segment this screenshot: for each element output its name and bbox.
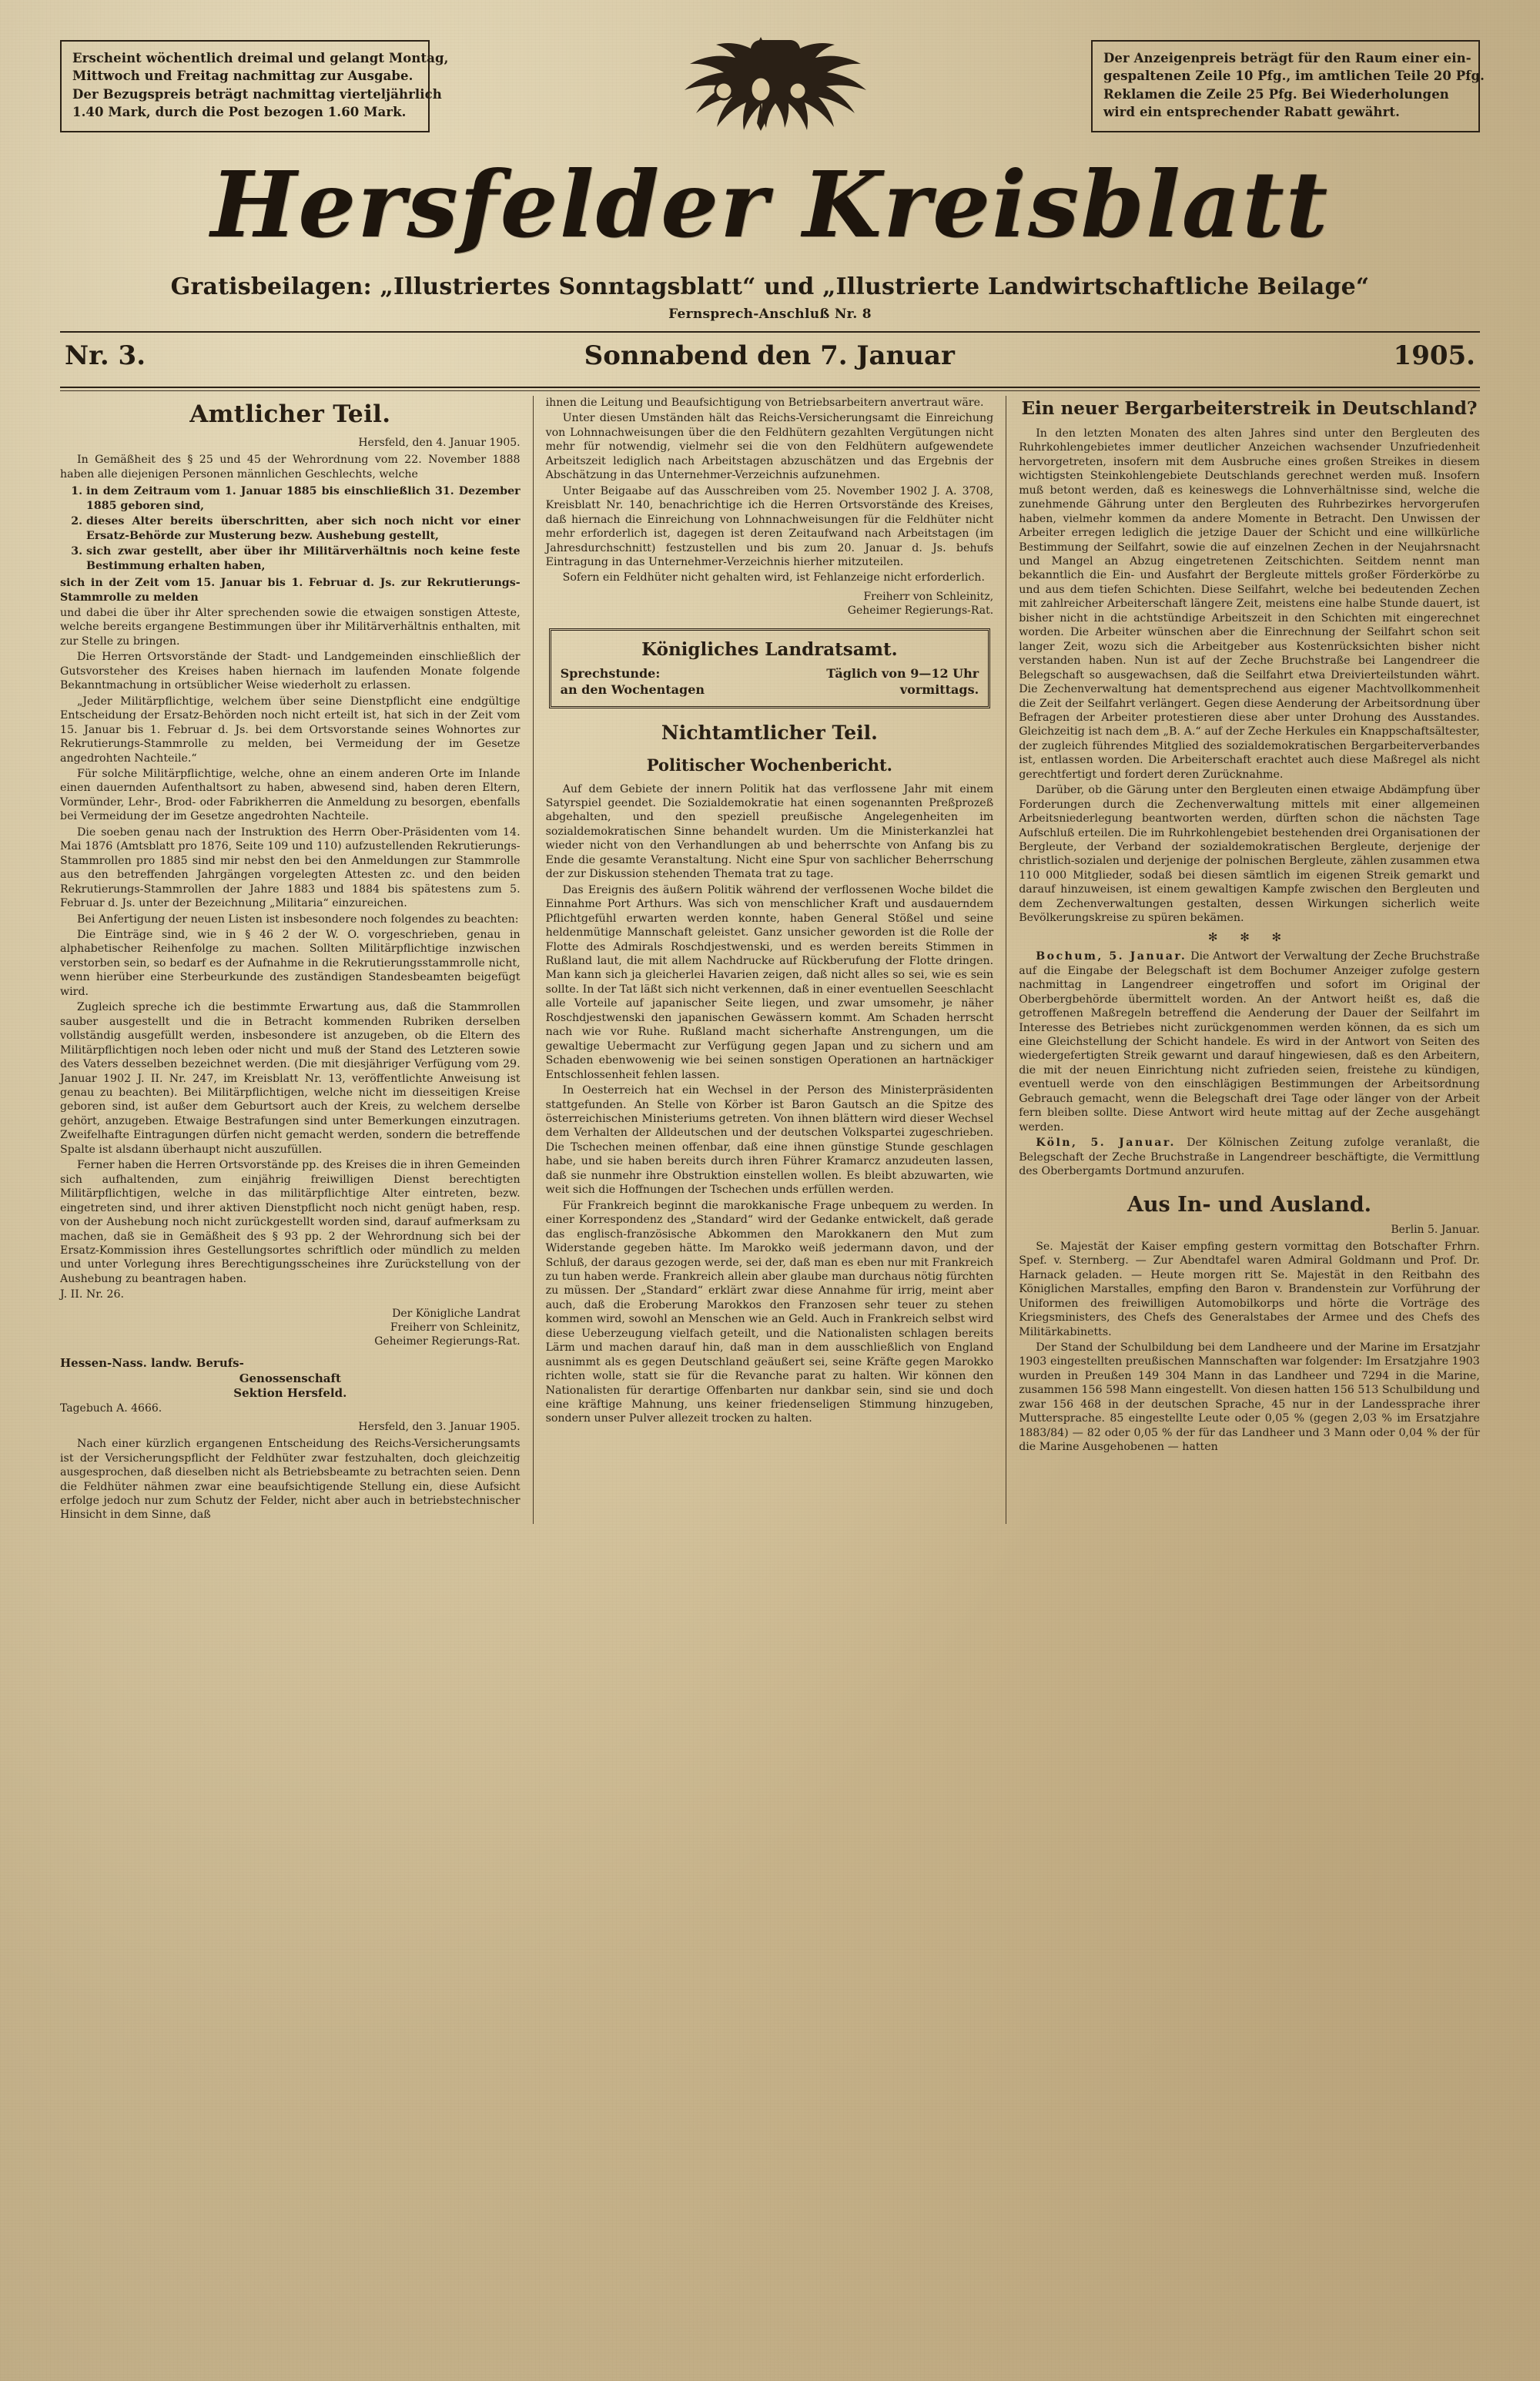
- ad-rate-line-3: Reklamen die Zeile 25 Pfg. Bei Wiederholungen: [1103, 86, 1449, 102]
- page-title: Hersfelder Kreisblatt: [210, 151, 1330, 258]
- org-name-line-1: Hessen-Nass. landw. Berufs-: [60, 1356, 244, 1371]
- ad-rate-line-4: wird ein entsprechender Rabatt gewährt.: [1103, 105, 1400, 120]
- column-2: [534, 396, 1007, 1524]
- dispatch-place-date: Bochum, 5. Januar.: [1036, 950, 1187, 963]
- list-item: 1. in dem Zeitraum vom 1. Januar 1885 bis einschließlich 31. Dezember 1885 geboren sind,: [86, 484, 521, 513]
- news-paragraph: Se. Majestät der Kaiser empfing gestern vormittag den Botschafter Frhrn. Spef. v. Sternberg. — Zur Abendtafel waren Admiral Goldmann und Prof. Dr. Harnack geladen. — Heute morgen ritt Se. Majestät in den Reitbahn des Königlichen Marstalles, empfing den Baron v. Brandenstein zur Vorführung der Uniformen des freiwilligen Automobilkorps und hörte die Vorträge des Kriegsministers, des Chefs des Generalstabes der Armee und des Chefs des Militärkabinetts.: [1019, 1240, 1480, 1338]
- signature-line-1: Der Königliche Landrat: [392, 1307, 521, 1320]
- signature-line-2: Freiherr von Schleinitz,: [390, 1321, 521, 1334]
- official-paragraph: Bei Anfertigung der neuen Listen ist insbesondere noch folgendes zu beachten:: [77, 913, 519, 926]
- office-hours-suffix: vormittags.: [899, 681, 979, 697]
- org-paragraph: Nach einer kürzlich ergangenen Entscheidung des Reichs-Versicherungsamts ist der Versicherungspflicht der Feldhüter zwar festzuhalten, doch gleichzeitig ausgesprochen, daß dieselben nicht als Betriebsbeamte zu betrachten seien. Denn die Feldhüter nähmen zwar eine beaufsichtigende Stellung ein, diese Aufsicht erfolge jedoch nur zum Schutz der Felder, nicht aber auch in betriebstechnischer Hinsicht in dem Sinne, daß: [60, 1438, 521, 1522]
- supplements-line: Gratisbeilagen: „Illustriertes Sonntagsblatt“ und „Illustrierte Landwirtschaftliche Beilage“: [170, 273, 1370, 300]
- advertising-rates-box: [1091, 40, 1485, 132]
- political-paragraph: Für Frankreich beginnt die marokkanische Frage unbequem zu werden. In einer Korrespondenz des „Standard“ wird der Gedanke entwickelt, daß gerade das englisch-französische Abkommen den Marokkanern den Mut zum Widerstande gegeben hätte. Im Marokko weiß jedermann davon, und der Schluß, der daraus gezogen werde, sei der, daß man es eben nur mit Frankreich zu tun haben werde. Frankreich allein aber glaube man durchaus nötig fürchten zu müssen. Der „Standard“ erklärt zwar diese Annahme für irrig, meint aber auch, daß die Eroberung Marokkos den Franzosen sehr teuer zu stehen kommen wird, sowohl an Menschen wie an Geld. Auch in Frankreich selbst wird diese Ueberzeugung vielfach geteilt, und die Nationalisten schlagen bereits Lärm und machen darauf hin, daß man in dem ausschließlich von England ausnimmt als es gegen Deutschland geäußert sei, seine Kräfte gegen Marokko richten wolle, statt sie für die Revanche parat zu halten. Wir können den Nationalisten für derartige Offenbarten nur dankbar sein, sind sie und doch eine kräftige Mahnung, uns keiner friedenseligen Stimmung hinzugeben, sondern unser Pulver allezeit trocken zu halten.: [545, 1199, 994, 1425]
- dispatch-text: Der Kölnischen Zeitung zufolge veranlaßt, die Belegschaft der Zeche Bruchstraße in Langendreer beschäftigte, die Vermittlung des Oberbergamts Dortmund anzurufen.: [1019, 1137, 1480, 1178]
- official-intro: In Gemäßheit des § 25 und 45 der Wehrordnung vom 22. November 1888 haben alle diejenigen Personen männlichen Geschlechts, welche: [60, 454, 521, 481]
- subscription-notice-line-1: Erscheint wöchentlich dreimal und gelangt Montag,: [72, 51, 449, 65]
- landratsamt-notice-box: [549, 628, 991, 708]
- official-file-reference: J. II. Nr. 26.: [60, 1288, 125, 1301]
- political-paragraph: Das Ereignis des äußern Politik während der verflossenen Woche bildet die Einnahme Port Arthurs. Was sich von menschlicher Kraft und ausdauerndem Pflichtgefühl erwarten werden konnte, haben General Stößel und seine heldenmütige Mannschaft geleistet. Ganz unsicher geworden ist die Rolle der Flotte des Admirals Roschdjestwenski, und es werden bereits Stimmen in Rußland laut, die mit allem Nachdrucke auf Rückberufung der Flotte dringen. Man kann sich ja gleicherlei Havarien zeigen, daß nicht alles so sei, wie es sein sollte. In der Tat läßt sich nicht verkennen, daß in einer eventuellen Seeschlacht alle Vorteile auf japanischer Seite liegen, und zwar umsomehr, je näher Roschdjestwenski den japanischen Gewässern kommt. Am Schaden herrscht nach wie vor Ruhe. Rußland macht sicherhafte Anstrengungen, um die gewaltige Uebermacht zur Verfügung gegen Japan und zu sichern und am Schaden ebenwowenig wie bei seinen sonstigen Operationen an hartnäckiger Entschlossenheit fehlen lassen.: [545, 883, 994, 1081]
- subscription-notice-line-3: Der Bezugspreis beträgt nachmittag vierteljährlich: [72, 86, 442, 102]
- column-1: [60, 396, 534, 1524]
- issue-divider: [60, 387, 1480, 388]
- ad-rate-line-1: Der Anzeigenpreis beträgt für den Raum einer ein-: [1103, 51, 1471, 65]
- article-heading-miners-strike: Ein neuer Bergarbeiterstreik in Deutschland?: [1021, 398, 1478, 419]
- official-conditions-list: [60, 484, 521, 573]
- news-paragraph: Der Stand der Schulbildung bei dem Landheere und der Marine im Ersatzjahr 1903 eingestellten preußischen Mannschaften war folgender: Im Ersatzjahre 1903 wurden in Preußen 149 304 Mann in das Landheer und 7294 in die Marine, zusammen 156 598 Mann eingestellt. Von diesen hatten 156 513 Schulbildung und zwar 156 468 in der deutschen Sprache, 45 nur in der Landessprache ihrer Muttersprache. 85 eingestellte Leute oder 0,05 % (gegen 2,03 % im Ersatzjahre 1883/84) — 82 oder 0,05 % der für das Landheer und 3 Mann oder 0,04 % der für die Marine Ausgehobenen — hatten: [1019, 1341, 1480, 1454]
- office-hours-row-2: [561, 682, 979, 698]
- prussian-eagle-icon: [634, 35, 888, 139]
- official-dateline: Hersfeld, den 4. Januar 1905.: [358, 437, 521, 450]
- subscription-notice-box: [60, 40, 449, 132]
- strike-paragraph: In den letzten Monaten des alten Jahres sind unter den Bergleuten des Ruhrkohlengebietes immer deutlicher Anzeichen wachsender Unzufriedenheit hervorgetreten, insofern mit dem Ausbruche eines großen Streikes in diesem wichtigsten Steinkohlengebiete Deutschlands gerechnet werden muß. Insofern muß betont werden, daß es keineswegs die Lohnverhältnisse sind, welche die zunehmende Gährung unter den Bergleuten des Ruhrbezirkes hervorgerufen haben, vielmehr kommen da andere Momente in Betracht. Den Unwissen der Arbeiter erregen lediglich die jetzige Dauer der Schicht und eine willkürliche Bestimmung der Seilfahrt, sowie die auf einzelnen Zechen in der Neujahrsnacht und Mangel an Abzug eingetretenen Zeitschichten. Seitdem nennt man bekanntlich die Ein- und Ausfahrt der Bergleute mittels großer Förderkörbe zu und aus dem tiefen Schichten. Diese Seilfahrt, welche bei bedeutenden Zechen mit zahlreicher Arbeiterschaft längere Zeit, meistens eine halbe Stunde dauert, ist bisher nicht in die achtstündige Arbeitszeit in den Schichten mit eingerechnet worden. Die Arbeiter wünschen aber die Einrechnung der Seilfahrt schon seit langer Zeit, wozu sich die Arbeitgeber aus Kostenrücksichten bisher nicht verstanden haben. Nun ist auf der Zeche Bruchstraße bei Langendreer die Belegschaft so ausgewachsen, daß die Seilfahrt etwa Dreivierteilstunden währt. Die Zechenverwaltung hat dementsprechend aus eigener Machtvollkommenheit die Zeit der Seilfahrt verlängert. Gegen diese Aenderung der Arbeitsordnung über Befragen der Arbeiter protestieren diese aber unter Drohung des Ausstandes. Gleichzeitig ist nach dem „B. A.“ auf der Zeche Herkules ein Knappschaftsältester, der zugleich führendes Mitglied des sozialdemokratischen Bergarbeiterverbandes ist, entlassen worden. Die Arbeiterschaft erachtet auch diese Maßregel als nicht gerechtfertigt und fordert deren Zurücknahme.: [1019, 427, 1480, 781]
- office-days-label: an den Wochentagen: [560, 681, 705, 697]
- subscription-notice-line-4: 1.40 Mark, durch die Post bezogen 1.60 Mark.: [72, 105, 407, 120]
- article-columns: [60, 396, 1480, 1524]
- issue-divider-thin: [60, 390, 1480, 391]
- continued-paragraph: Sofern ein Feldhüter nicht gehalten wird, ist Fehlanzeige nicht erforderlich.: [562, 571, 985, 584]
- official-paragraph: Zugleich spreche ich die bestimmte Erwartung aus, daß die Stammrollen sauber ausgestellt und die in Betracht kommenden Rubriken derselben vollständig ausgefüllt werden, insbesondere ist anzugeben, ob die Eltern des Militärpflichtigen noch leben oder nicht und muß der Stand des Letzteren sowie des Vaters desselben bezeichnet werden. (Die mit diesjähriger Verfügung vom 29. Januar 1902 J. II. Nr. 247, im Kreisblatt Nr. 13, veröffentlichte Anweisung ist genau zu beachten). Bei Militärpflichtigen, welche nicht im diesseitigen Kreise geboren sind, ist außer dem Geburtsort auch der Kreis, zu welchem derselbe gehört, anzugeben. Etwaige Bestrafungen sind unter Bemerkungen einzutragen. Zweifelhafte Eintragungen dürfen nicht gemacht werden, sondern die betreffende Spalte ist alsdann überhaupt nicht auszufüllen.: [60, 1001, 521, 1156]
- continued-paragraph: ihnen die Leitung und Beaufsichtigung von Betriebsarbeitern anvertraut wäre.: [545, 397, 984, 409]
- dispatch-koeln: [1019, 1136, 1480, 1178]
- strike-paragraph: Darüber, ob die Gärung unter den Bergleuten einen etwaige Abdämpfung über Forderungen durch die Zechenverwaltung mittels mit einer allgemeinen Arbeitsniederlegung beantworten werden, dürften schon die nächsten Tage Aufschluß erteilen. Die im Ruhrkohlengebiet bestehenden drei Organisationen der Bergleute, der Verband der sozialdemokratischen Bergleute, derjenige der christlich-sozialen und derjenige der polnischen Bergleute, zählen zusammen etwa 110 000 Mitglieder, sodaß bei diesen sämtlich im eigenen Streik gemarkt und darauf hinzuweisen, ist einem gewaltigen Kampfe zwischen den Bergleuten und dem Zechenverwaltungen gestalten, dessen Wirkungen sicherlich weite Bevölkerungskreise zu spüren bekämen.: [1019, 784, 1480, 925]
- signature-line-1: Freiherr von Schleinitz,: [863, 590, 994, 603]
- dispatch-bochum: [1019, 949, 1480, 1134]
- signature-line-2: Geheimer Regierungs-Rat.: [847, 604, 994, 618]
- article-heading-political-weekly: Politischer Wochenbericht.: [646, 755, 892, 775]
- continued-paragraph: Unter Beigaabe auf das Ausschreiben vom 25. November 1902 J. A. 3708, Kreisblatt Nr. 140, benachrichtige ich die Herren Ortsvorstände des Kreises, daß hiernach die Einreichung von Lohnnachweisungen für die Feldhüter nicht mehr erforderlich ist, dagegen ist deren Zeitaufwand nach Arbeitstagen (im Jahresdurchschnitt) festzustellen und bis zum 20. Januar d. Js. behufs Eintragung in das Unternehmer-Verzeichnis hierher mitzuteilen.: [545, 484, 994, 568]
- continued-paragraph: Unter diesen Umständen hält das Reichs-Versicherungsamt die Einreichung von Lohnnachweisungen über die den Feldhütern gezahlten Vergütungen nicht mehr für notwendig, vielmehr sei die von den Feldhütern aufgewendete Arbeitszeit lediglich nach Arbeitstagen abzuschätzen und das Ergebnis der Abschätzung in das Unternehmer-Verzeichnis aufzunehmen.: [545, 412, 994, 482]
- office-hours-label: Sprechstunde:: [560, 666, 661, 681]
- phone-line: Fernsprech-Anschluß Nr. 8: [668, 306, 872, 322]
- issue-year: 1905.: [1393, 340, 1475, 371]
- issue-number: Nr. 3.: [65, 340, 146, 371]
- berlin-dateline: Berlin 5. Januar.: [1391, 1223, 1480, 1236]
- dispatch-place-date: Köln, 5. Januar.: [1036, 1137, 1176, 1150]
- section-heading-unofficial: Nichtamtlicher Teil.: [661, 721, 878, 744]
- ad-rate-line-2: gespaltenen Zeile 10 Pfg., im amtlichen Teile 20 Pfg.: [1103, 69, 1485, 84]
- official-paragraph: „Jeder Militärpflichtige, welchem über seine Dienstpflicht eine endgültige Entscheidung der Ersatz-Behörden noch nicht erteilt ist, hat sich in der Zeit vom 15. Januar bis 1. Februar d. Js. bei dem Ortsvorstande seines Wohnortes zur Rekrutierungs-Stammrolle zu melden, bei Vermeidung der im Gesetze angedrohten Nachteile.“: [60, 695, 521, 765]
- official-signature: [60, 1307, 521, 1349]
- official-paragraph: Für solche Militärpflichtige, welche, ohne an einem anderen Orte im Inlande einen dauernden Aufenthaltsort zu haben, abwesend sind, haben deren Eltern, Vormünder, Lehr-, Brod- oder Fabrikherren die Anmeldung zu besorgen, ebenfalls bei Vermeidung der im Gesetze angedrohten Nachteile.: [60, 768, 521, 823]
- masthead: [60, 23, 1485, 139]
- dispatch-text: Die Antwort der Verwaltung der Zeche Bruchstraße auf die Eingabe der Belegschaft ist dem Bochumer Anzeiger zufolge gestern nachmittag in Langendreer eingetroffen und sofort im Original der Oberbergbehörde übermittelt worden. An der Antwort heißt es, daß die getroffenen Maßregeln betreffend die Aenderung der Dauer der Seilfahrt im Interesse des Betriebes nicht zurückgenommen werden können, da es sich um eine Gleichstellung der Schicht handele. Es wird in der Antwort von Seiten des wiedergefertigten Streik gewarnt und darauf hingewiesen, daß es den Arbeitern, die mit der neuen Einrichtung nicht zufrieden seien, freistehe zu kündigen, eventuell werde von den einschlägigen Bestimmungen der Arbeitsordnung Gebrauch gemacht, wenn die Belegschaft drei Tage oder länger von der Arbeit fern bleiben sollte. Diese Antwort wird heute mittag auf der Zeche ausgehängt werden.: [1019, 950, 1480, 1134]
- office-hours-value: Täglich von 9—12 Uhr: [826, 666, 979, 681]
- list-item: 3. sich zwar gestellt, aber über ihr Militärverhältnis noch keine feste Bestimmung erhalten haben,: [86, 544, 521, 573]
- subscription-notice-line-2: Mittwoch und Freitag nachmittag zur Ausgabe.: [72, 69, 413, 84]
- official-paragraph: und dabei die über ihr Alter sprechenden sowie die etwaigen sonstigen Atteste, welche bereits ergangene Bestimmungen über ihr Militärverhältnis enthalten, mit zur Stelle zu bringen.: [60, 607, 521, 648]
- org-name-line-2: Genossenschaft: [239, 1371, 341, 1385]
- continued-signature: [546, 590, 994, 618]
- org-name: [60, 1356, 521, 1401]
- separator-stars: ✻ ✻ ✻: [1207, 929, 1291, 944]
- official-emphasis: sich in der Zeit vom 15. Januar bis 1. Februar d. Js. zur Rekrutierungs-Stammrolle zu melden: [60, 577, 521, 604]
- landratsamt-title: Königliches Landratsamt.: [641, 639, 898, 661]
- official-paragraph: Die Herren Ortsvorstände der Stadt- und Landgemeinden einschließlich der Gutsvorsteher des Kreises haben hiernach im laufenden Monate folgende Bekanntmachung in ortsüblicher Weise wiederholt zu erlassen.: [60, 651, 521, 692]
- office-hours-row-1: [561, 666, 979, 682]
- signature-line-3: Geheimer Regierungs-Rat.: [374, 1335, 521, 1348]
- political-paragraph: In Oesterreich hat ein Wechsel in der Person des Ministerpräsidenten stattgefunden. An Stelle von Körber ist Baron Gautsch an die Spitze des österreichischen Ministeriums getreten. Von ihnen blättern wird dieser Wechsel dem Verhalten der Alldeutschen und der deutschen Volkspartei zugeschrieben. Die Tschechen meinen offenbar, daß eine ihnen günstige Stunde geschlagen habe, und sie haben bereits durch ihren Führer Kramarcz anzudeuten lassen, daß sie nunmehr ihre Obstruktion einstellen wollen. Es bleibt abzuwarten, wie weit sich die Hoffnungen der Tschechen unds erfüllen werden.: [545, 1084, 994, 1197]
- org-dateline: Hersfeld, den 3. Januar 1905.: [358, 1421, 521, 1434]
- org-file-reference: Tagebuch A. 4666.: [60, 1401, 162, 1415]
- issue-line: [60, 333, 1480, 377]
- article-heading-home-abroad: Aus In- und Ausland.: [1127, 1192, 1371, 1217]
- official-paragraph: Ferner haben die Herren Ortsvorstände pp. des Kreises die in ihren Gemeinden sich aufhaltenden, zum einjährig freiwilligen Dienst berechtigten Militärpflichtigen, welche in das militärpflichtige Alter eintreten, bezw. eingetreten sind, und ihrer aktiven Dienstpflicht noch nicht genügt haben, resp. von der Aushebung noch nicht zurückgestellt worden sind, darauf aufmerksam zu machen, daß sie in Gemäßheit des § 93 pp. 2 der Wehrordnung sich bei der Ersatz-Kommission ihres Gestellungsortes schriftlich oder mündlich zu melden und unter Vorlegung ihres Berechtigungsscheines ihre Zurückstellung von der Aushebung zu beantragen haben.: [60, 1159, 521, 1285]
- official-paragraph: Die Einträge sind, wie in § 46 2 der W. O. vorgeschrieben, genau in alphabetischer Reihenfolge zu machen. Sollten Militärpflichtige inzwischen verstorben sein, so bedarf es der Aufnahme in die Rekrutierungsstammrolle nicht, wenn hierüber eine Sterbeurkunde des zuständigen Standesbeamten beigefügt wird.: [60, 928, 521, 998]
- org-name-line-3: Sektion Hersfeld.: [233, 1386, 347, 1401]
- list-item: 2. dieses Alter bereits überschritten, aber sich noch nicht vor einer Ersatz-Behörde zur Musterung bezw. Aushebung gestellt,: [86, 514, 521, 543]
- issue-date: Sonnabend den 7. Januar: [584, 340, 955, 371]
- official-paragraph: Die soeben genau nach der Instruktion des Herrn Ober-Präsidenten vom 14. Mai 1876 (Amtsblatt pro 1876, Seite 109 und 110) aufzustellenden Rekrutierungs-Stammrollen pro 1885 sind mir nebst den bei den Anmeldungen zur Stammrolle aus den betreffenden Jahrgängen vorgelegten Attesten zc. und den beiden Rekrutierungs-Stammrollen der Jahre 1883 und 1884 bis spätestens zum 5. Februar d. Js. unter der Bezeichnung „Militaria“ einzureichen.: [60, 825, 521, 910]
- column-3: [1006, 396, 1480, 1524]
- political-paragraph: Auf dem Gebiete der innern Politik hat das verflossene Jahr mit einem Satyrspiel geendet. Die Sozialdemokratie hat einen sogenannten Preßprozeß abgehalten, und den speziell preußische Angelegenheiten im sozialdemokratischen Sinne behandelt wurden. Um die Ministerkanzlei hat wieder nicht von den Verhandlungen ab und beherrschte von Anfang bis zu Ende die gesamte Veranstaltung. Nicht eine Spur von sachlicher Beherrschung der zur Diskussion stehenden Themata trat zu tage.: [545, 782, 994, 881]
- section-heading-official: Amtlicher Teil.: [189, 400, 391, 428]
